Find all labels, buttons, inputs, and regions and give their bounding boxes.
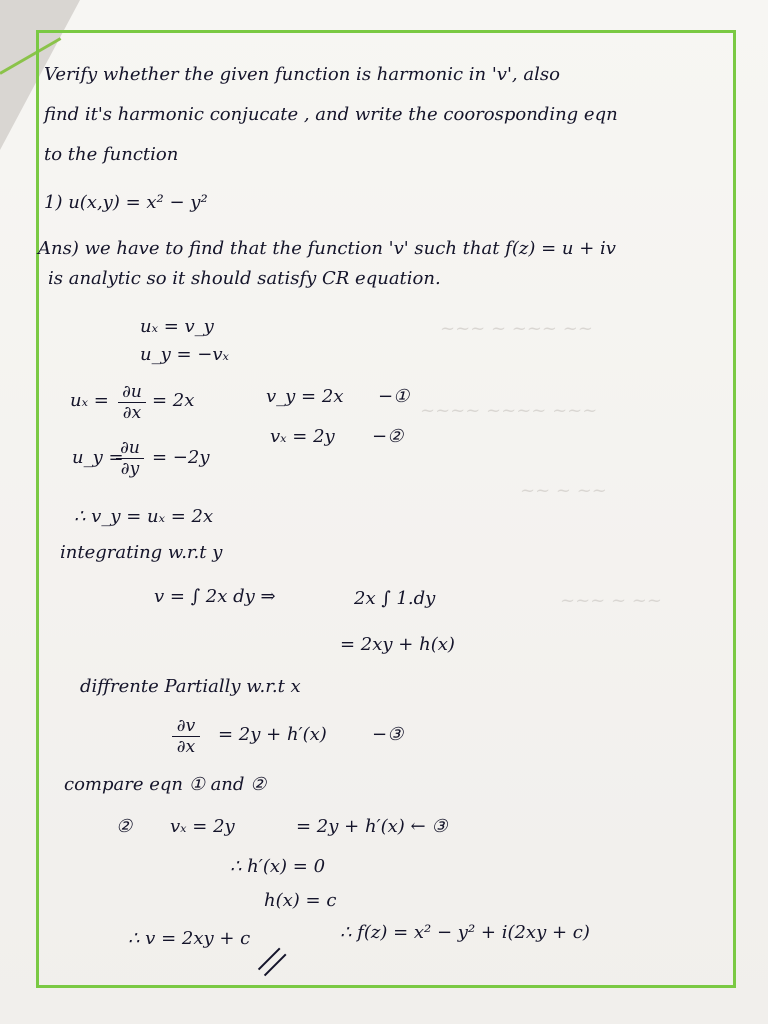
compare-rhs: = 2y + h′(x) ← ③ bbox=[296, 816, 448, 837]
dv-dx-fraction bbox=[172, 716, 200, 757]
ux-rhs: = 2x bbox=[152, 390, 195, 411]
ux-fraction bbox=[118, 382, 146, 423]
question: 1) u(x,y) = x² − y² bbox=[44, 192, 208, 213]
cr-equation-2: u_y = −vₓ bbox=[140, 344, 229, 365]
h-result: h(x) = c bbox=[264, 890, 337, 911]
answer-line-2: is analytic so it should satisfy CR equation. bbox=[48, 268, 441, 289]
therefore-vy: ∴ v_y = uₓ = 2x bbox=[74, 506, 214, 527]
bleed-through-text: ~~ ~ ~~ bbox=[520, 480, 607, 501]
intro-line-1: Verify whether the given function is harmonic in 'v', also bbox=[44, 64, 560, 85]
uy-numerator: ∂u bbox=[116, 438, 144, 459]
uy-denominator: ∂y bbox=[120, 459, 140, 479]
compare-tag: ② bbox=[116, 816, 133, 837]
f-final-result: ∴ f(z) = x² − y² + i(2xy + c) bbox=[340, 922, 590, 943]
bleed-through-text: ~~~~ ~~~~ ~~~ bbox=[420, 400, 598, 421]
intro-line-3: to the function bbox=[44, 144, 179, 165]
vx-tag: −② bbox=[372, 426, 404, 447]
answer-line-1: Ans) we have to find that the function 'v' such that f(z) = u + iv bbox=[38, 238, 616, 259]
bleed-through-text: ~~~ ~ ~~ bbox=[560, 590, 662, 611]
vy-equation: v_y = 2x bbox=[266, 386, 344, 407]
ux-lhs: uₓ = bbox=[70, 390, 109, 411]
ux-numerator: ∂u bbox=[118, 382, 146, 403]
intro-line-2: find it's harmonic conjucate , and write the coorosponding eqn bbox=[44, 104, 618, 125]
h-prime-result: ∴ h′(x) = 0 bbox=[230, 856, 326, 877]
dv-numerator: ∂v bbox=[172, 716, 200, 737]
bleed-through-text: ~~~ ~ ~~~ ~~ bbox=[440, 318, 593, 339]
uy-fraction bbox=[116, 438, 144, 479]
cr-equation-1: uₓ = v_y bbox=[140, 316, 214, 337]
integral-step-2: 2x ∫ 1.dy bbox=[354, 588, 436, 609]
ux-denominator: ∂x bbox=[122, 403, 142, 423]
compare-lhs: vₓ = 2y bbox=[170, 816, 235, 837]
uy-rhs: = −2y bbox=[152, 447, 210, 468]
dx-denominator: ∂x bbox=[176, 737, 196, 757]
integral-step-3: = 2xy + h(x) bbox=[340, 634, 455, 655]
compare-label: compare eqn ① and ② bbox=[64, 774, 267, 795]
v-final-result: ∴ v = 2xy + c bbox=[128, 928, 251, 949]
integral-step-1: v = ∫ 2x dy ⇒ bbox=[154, 586, 276, 607]
dv-dx-rhs: = 2y + h′(x) bbox=[218, 724, 327, 745]
integrating-label: integrating w.r.t y bbox=[60, 542, 223, 563]
dv-dx-tag: −③ bbox=[372, 724, 404, 745]
vx-equation: vₓ = 2y bbox=[270, 426, 335, 447]
vy-tag: −① bbox=[378, 386, 410, 407]
uy-lhs: u_y = bbox=[72, 447, 124, 468]
differentiate-label: diffrente Partially w.r.t x bbox=[80, 676, 301, 697]
